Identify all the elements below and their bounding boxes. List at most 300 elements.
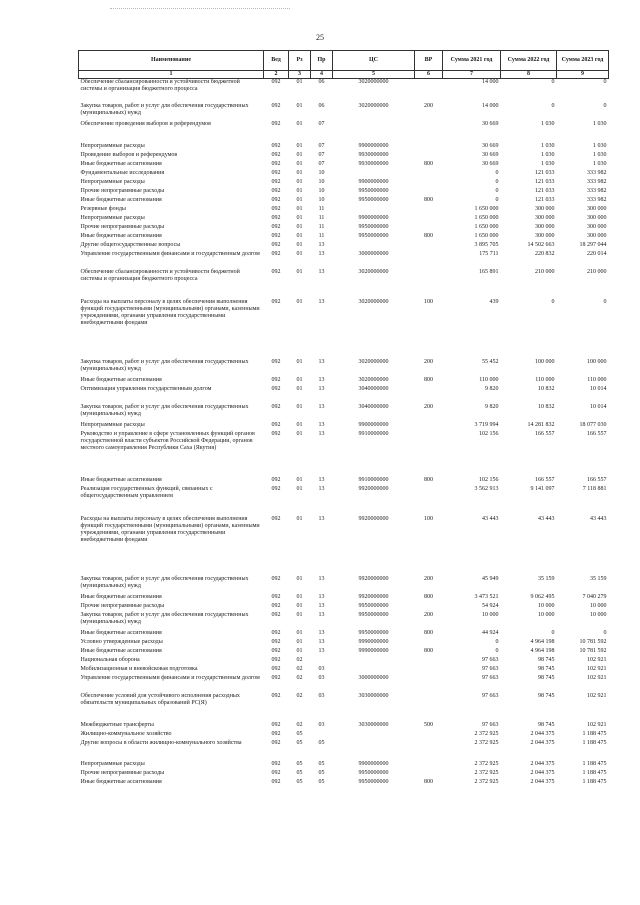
cell-sum-2022: 1 030 [541, 151, 555, 158]
cell-name: Расходы на выплаты персоналу в целях обеспечения выполнения функций государственными (муниципальными) органами, казенными учреждениями, органами управления государственными внебюджетными фондами [80, 515, 260, 543]
cell-pr: 13 [318, 593, 325, 600]
cell-sum-2023: 210 000 [587, 268, 607, 275]
cell-name: Обеспечение проведения выборов и референдумов [80, 120, 211, 127]
cell-ved: 092 [271, 385, 281, 392]
table-row [79, 603, 609, 612]
cell-name: Обеспечение сбалансированности и устойчивости бюджетной системы и организация бюджетного процесса [80, 268, 240, 282]
cell-cs: 9920000000 [358, 575, 389, 582]
table-row [79, 516, 609, 576]
cell-pr: 13 [318, 515, 325, 522]
cell-vr [415, 269, 443, 299]
cell-sum-2023: 0 [603, 629, 607, 636]
cell-name: Закупка товаров, работ и услуг для обеспечения государственных (муниципальных) нужд [80, 575, 249, 589]
cell-sum-2023: 1 030 [593, 160, 607, 167]
cell-cs: 9950000000 [358, 223, 389, 230]
table-row [79, 161, 609, 170]
cell-pr: 11 [318, 205, 325, 212]
column-number: 5 [333, 71, 415, 79]
cell-ved: 092 [271, 629, 281, 636]
cell-rz: 01 [296, 476, 303, 483]
header-ved: Вед [264, 51, 289, 71]
cell-vr [415, 121, 443, 143]
cell-ved: 092 [271, 196, 281, 203]
cell-vr [415, 152, 443, 161]
cell-rz: 01 [296, 268, 303, 275]
cell-sum-2022: 220 832 [535, 250, 555, 257]
table-row [79, 224, 609, 233]
cell-sum-2021: 2 372 925 [474, 769, 499, 776]
cell-sum-2022: 98 745 [538, 674, 555, 681]
cell-sum-2021: 3 719 994 [474, 421, 499, 428]
cell-name: Реализация государственных функций, связанных с общегосударственным управлением [80, 485, 213, 499]
cell-sum-2021: 45 949 [482, 575, 499, 582]
cell-sum-2023: 102 921 [587, 674, 607, 681]
cell-name: Непрограммные расходы [80, 214, 145, 221]
cell-pr: 13 [318, 250, 325, 257]
cell-cs: 9910000000 [358, 430, 389, 437]
cell-sum-2022: 10 000 [538, 611, 555, 618]
cell-rz: 01 [296, 241, 303, 248]
cell-name: Обеспечение условий для устойчивого исполнения расходных обязательств муниципальных образований РС(Я) [80, 692, 240, 706]
cell-vr [415, 179, 443, 188]
cell-sum-2022: 4 964 198 [530, 647, 555, 654]
cell-sum-2021: 30 669 [482, 160, 499, 167]
cell-sum-2021: 97 663 [482, 721, 499, 728]
cell-ved: 092 [271, 205, 281, 212]
cell-vr [415, 79, 443, 103]
page-number: 25 [316, 33, 324, 42]
cell-sum-2021: 1 650 000 [474, 214, 499, 221]
cell-sum-2021: 439 [489, 298, 499, 305]
cell-name: Другие общегосударственные вопросы [80, 241, 181, 248]
table-row [79, 576, 609, 594]
cell-pr: 13 [318, 298, 325, 305]
cell-rz: 01 [296, 385, 303, 392]
cell-sum-2021: 97 663 [482, 674, 499, 681]
cell-name: Иные бюджетные ассигнования [80, 629, 162, 636]
cell-sum-2023: 0 [603, 79, 607, 85]
cell-sum-2023: 10 781 592 [579, 638, 607, 645]
column-number: 1 [79, 71, 264, 79]
cell-ved: 092 [271, 730, 281, 737]
cell-sum-2022: 98 745 [538, 665, 555, 672]
cell-pr: 07 [318, 151, 325, 158]
cell-name: Иные бюджетные ассигнования [80, 376, 162, 383]
cell-sum-2022: 2 044 375 [530, 730, 555, 737]
cell-rz: 02 [296, 656, 303, 663]
cell-sum-2023: 333 982 [587, 187, 607, 194]
cell-sum-2022: 98 745 [538, 692, 555, 699]
header-pr: Пр [311, 51, 333, 71]
cell-pr: 07 [318, 160, 325, 167]
table-row [79, 404, 609, 422]
column-numbers-row [79, 71, 609, 79]
table-row [79, 386, 609, 404]
cell-sum-2022: 43 443 [538, 515, 555, 522]
cell-name: Иные бюджетные ассигнования [80, 647, 162, 654]
cell-name: Резервные фонды [80, 205, 126, 212]
cell-cs: 9990000000 [358, 638, 389, 645]
cell-sum-2022: 35 159 [538, 575, 555, 582]
cell-ved: 092 [271, 638, 281, 645]
cell-name: Мобилизационная и вневойсковая подготовка [80, 665, 198, 672]
cell-sum-2023: 333 982 [587, 196, 607, 203]
cell-vr: 800 [424, 196, 433, 203]
cell-pr: 13 [318, 268, 325, 275]
table-row [79, 197, 609, 206]
cell-cs: 9950000000 [358, 769, 389, 776]
cell-pr [311, 731, 333, 740]
cell-sum-2023: 166 557 [587, 430, 607, 437]
cell-sum-2021: 2 372 925 [474, 730, 499, 737]
cell-name: Иные бюджетные ассигнования [80, 778, 162, 785]
scan-artifact [110, 8, 290, 10]
cell-name: Другие вопросы в области жилищно-коммунального хозяйства [80, 739, 242, 746]
table-row [79, 612, 609, 630]
cell-cs: 9990000000 [358, 647, 389, 654]
cell-cs: 3040000000 [358, 403, 389, 410]
header-row [79, 51, 609, 71]
cell-ved: 092 [271, 241, 281, 248]
cell-name: Непрограммные расходы [80, 421, 145, 428]
cell-cs: 9950000000 [358, 778, 389, 785]
cell-vr: 800 [424, 476, 433, 483]
cell-sum-2022: 2 044 375 [530, 769, 555, 776]
cell-name: Иные бюджетные ассигнования [80, 476, 162, 483]
cell-pr: 11 [318, 214, 325, 221]
cell-sum-2022: 0 [551, 79, 555, 85]
cell-rz: 02 [296, 721, 303, 728]
cell-rz: 01 [296, 79, 303, 85]
cell-sum-2023: 102 921 [587, 656, 607, 663]
column-number: 4 [311, 71, 333, 79]
cell-sum-2022: 14 502 663 [527, 241, 555, 248]
cell-cs: 3020000000 [358, 268, 389, 275]
cell-vr [415, 224, 443, 233]
cell-sum-2023: 1 188 475 [582, 739, 607, 746]
cell-sum-2023: 1 030 [593, 151, 607, 158]
cell-rz: 05 [296, 778, 303, 785]
table-row [79, 761, 609, 770]
cell-sum-2021: 1 650 000 [474, 205, 499, 212]
cell-ved: 092 [271, 142, 281, 149]
table-row [79, 215, 609, 224]
cell-pr: 13 [318, 358, 325, 365]
cell-sum-2023: 220 014 [587, 250, 607, 257]
cell-sum-2022: 98 745 [538, 656, 555, 663]
cell-sum-2023: 110 000 [587, 376, 607, 383]
cell-sum-2022: 0 [551, 629, 555, 636]
cell-sum-2023: 10 000 [590, 611, 607, 618]
cell-rz: 05 [296, 739, 303, 746]
cell-vr: 800 [424, 647, 433, 654]
cell-pr: 13 [318, 421, 325, 428]
cell-sum-2023: 300 000 [587, 232, 607, 239]
cell-pr: 03 [318, 665, 325, 672]
cell-sum-2022: 10 832 [538, 403, 555, 410]
cell-name: Закупка товаров, работ и услуг для обеспечения государственных (муниципальных) нужд [80, 403, 249, 417]
cell-name: Иные бюджетные ассигнования [80, 160, 162, 167]
cell-cs: 9900000000 [358, 214, 389, 221]
cell-sum-2022: 10 832 [538, 385, 555, 392]
table-row [79, 731, 609, 740]
cell-ved: 092 [271, 151, 281, 158]
cell-pr: 07 [318, 142, 325, 149]
cell-rz: 05 [296, 760, 303, 767]
cell-cs [333, 121, 415, 143]
cell-pr: 06 [318, 79, 325, 85]
cell-sum-2022: 0 [551, 102, 555, 109]
cell-ved: 092 [271, 232, 281, 239]
cell-ved: 092 [271, 593, 281, 600]
cell-cs [333, 657, 415, 666]
cell-vr [415, 740, 443, 761]
cell-pr: 13 [318, 476, 325, 483]
cell-sum-2021: 3 895 705 [474, 241, 499, 248]
cell-sum-2021: 0 [495, 178, 499, 185]
cell-sum-2022: 14 281 832 [527, 421, 555, 428]
cell-pr: 13 [318, 241, 325, 248]
cell-sum-2022: 98 745 [538, 721, 555, 728]
cell-pr: 13 [318, 575, 325, 582]
cell-cs: 9920000000 [358, 593, 389, 600]
cell-vr [415, 170, 443, 179]
cell-sum-2022: 300 000 [535, 214, 555, 221]
column-number: 2 [264, 71, 289, 79]
cell-sum-2023: 10 014 [590, 385, 607, 392]
cell-sum-2021: 55 452 [482, 358, 499, 365]
cell-name: Проведение выборов и референдумов [80, 151, 178, 158]
cell-sum-2021: 30 669 [482, 142, 499, 149]
cell-sum-2023: 1 188 475 [582, 778, 607, 785]
cell-name: Оптимизация управления государственным долгом [80, 385, 212, 392]
cell-sum-2022: 300 000 [535, 223, 555, 230]
header-sum-2023: Сумма 2023 год [557, 51, 609, 71]
cell-pr: 13 [318, 485, 325, 492]
cell-cs [333, 206, 415, 215]
cell-rz: 01 [296, 376, 303, 383]
cell-sum-2023: 166 557 [587, 476, 607, 483]
cell-rz: 01 [296, 430, 303, 437]
cell-vr: 100 [424, 298, 433, 305]
cell-cs: 9950000000 [358, 196, 389, 203]
cell-ved: 092 [271, 721, 281, 728]
cell-rz: 01 [296, 403, 303, 410]
cell-vr [415, 206, 443, 215]
cell-pr: 13 [318, 376, 325, 383]
cell-name: Закупка товаров, работ и услуг для обеспечения государственных (муниципальных) нужд [80, 358, 249, 372]
table-row [79, 251, 609, 269]
column-number: 3 [289, 71, 311, 79]
table-row [79, 422, 609, 431]
cell-name: Расходы на выплаты персоналу в целях обеспечения выполнения функций государственными (муниципальными) органами, казенными учреждениями, органами управления государственными внебюджетными фондами [80, 298, 260, 326]
cell-ved: 092 [271, 298, 281, 305]
cell-ved: 092 [271, 102, 281, 109]
cell-pr: 03 [318, 674, 325, 681]
cell-rz: 01 [296, 602, 303, 609]
cell-vr [415, 657, 443, 666]
cell-sum-2021: 102 156 [479, 430, 499, 437]
cell-sum-2023: 0 [603, 102, 607, 109]
table-row [79, 477, 609, 486]
header-rz: Рз [289, 51, 311, 71]
cell-sum-2023: 1 188 475 [582, 760, 607, 767]
cell-vr [415, 731, 443, 740]
cell-name: Межбюджетные трансферты [80, 721, 154, 728]
cell-sum-2023: 0 [603, 298, 607, 305]
cell-cs: 3030000000 [358, 692, 389, 699]
table-row [79, 693, 609, 722]
cell-ved: 092 [271, 187, 281, 194]
cell-vr [415, 486, 443, 516]
cell-vr [415, 143, 443, 152]
cell-rz: 01 [296, 358, 303, 365]
cell-pr: 03 [318, 692, 325, 699]
cell-name: Иные бюджетные ассигнования [80, 232, 162, 239]
cell-sum-2022: 110 000 [535, 376, 555, 383]
cell-pr: 05 [318, 739, 325, 746]
cell-pr: 10 [318, 187, 325, 194]
cell-sum-2023: 300 000 [587, 205, 607, 212]
cell-vr [415, 675, 443, 693]
cell-pr: 11 [318, 223, 325, 230]
cell-rz: 01 [296, 160, 303, 167]
cell-sum-2021: 0 [495, 647, 499, 654]
cell-name: Условно утвержденные расходы [80, 638, 163, 645]
cell-name: Иные бюджетные ассигнования [80, 196, 162, 203]
cell-rz: 01 [296, 169, 303, 176]
table-row [79, 269, 609, 299]
cell-rz: 01 [296, 187, 303, 194]
cell-cs: 9900000000 [358, 421, 389, 428]
cell-rz: 01 [296, 593, 303, 600]
cell-name: Прочие непрограммные расходы [80, 769, 165, 776]
cell-rz: 02 [296, 692, 303, 699]
cell-ved: 092 [271, 602, 281, 609]
cell-sum-2021: 175 711 [479, 250, 499, 257]
cell-vr: 200 [424, 358, 433, 365]
cell-cs: 3000000000 [358, 250, 389, 257]
cell-sum-2021: 2 372 925 [474, 778, 499, 785]
cell-sum-2021: 0 [495, 169, 499, 176]
table-row [79, 179, 609, 188]
cell-rz: 01 [296, 485, 303, 492]
cell-ved: 092 [271, 250, 281, 257]
cell-sum-2021: 97 663 [482, 665, 499, 672]
cell-sum-2022: 1 030 [541, 120, 555, 127]
table-row [79, 170, 609, 179]
cell-name: Прочие непрограммные расходы [80, 187, 165, 194]
cell-vr [415, 639, 443, 648]
column-number: 7 [443, 71, 501, 79]
cell-vr [415, 386, 443, 404]
cell-ved: 092 [271, 575, 281, 582]
cell-name: Непрограммные расходы [80, 178, 145, 185]
cell-rz: 01 [296, 638, 303, 645]
cell-sum-2022: 100 000 [535, 358, 555, 365]
cell-sum-2022: 166 557 [535, 476, 555, 483]
cell-cs: 9920000000 [358, 485, 389, 492]
cell-vr: 800 [424, 232, 433, 239]
column-number: 6 [415, 71, 443, 79]
cell-rz: 01 [296, 629, 303, 636]
table-row [79, 143, 609, 152]
cell-vr: 800 [424, 778, 433, 785]
cell-sum-2021: 0 [495, 638, 499, 645]
cell-cs: 9920000000 [358, 515, 389, 522]
cell-sum-2023: 18 077 030 [579, 421, 607, 428]
cell-sum-2021: 1 650 000 [474, 223, 499, 230]
cell-sum-2022: 300 000 [535, 205, 555, 212]
column-number: 8 [501, 71, 557, 79]
cell-sum-2022: 4 964 198 [530, 638, 555, 645]
cell-sum-2023: 10 000 [590, 602, 607, 609]
cell-name: Закупка товаров, работ и услуг для обеспечения государственных (муниципальных) нужд [80, 102, 249, 116]
cell-sum-2021: 3 562 913 [474, 485, 499, 492]
cell-ved: 092 [271, 674, 281, 681]
cell-sum-2022: 9 141 097 [530, 485, 555, 492]
cell-sum-2023: 1 188 475 [582, 769, 607, 776]
table-row [79, 299, 609, 359]
cell-sum-2021: 30 669 [482, 120, 499, 127]
cell-ved: 092 [271, 169, 281, 176]
cell-cs [333, 170, 415, 179]
cell-sum-2023: 7 040 279 [582, 593, 607, 600]
cell-sum-2023: 102 921 [587, 665, 607, 672]
cell-cs: 3000000000 [358, 674, 389, 681]
cell-pr: 03 [318, 721, 325, 728]
cell-name: Иные бюджетные ассигнования [80, 593, 162, 600]
cell-cs: 9950000000 [358, 232, 389, 239]
cell-name: Непрограммные расходы [80, 142, 145, 149]
cell-cs: 9950000000 [358, 602, 389, 609]
cell-ved: 092 [271, 430, 281, 437]
cell-pr: 10 [318, 178, 325, 185]
cell-sum-2022: 9 062 495 [530, 593, 555, 600]
cell-ved: 092 [271, 692, 281, 699]
cell-pr: 10 [318, 196, 325, 203]
column-number: 9 [557, 71, 609, 79]
cell-cs: 9950000000 [358, 187, 389, 194]
cell-vr [415, 251, 443, 269]
cell-ved: 092 [271, 647, 281, 654]
cell-vr: 800 [424, 593, 433, 600]
cell-rz: 01 [296, 214, 303, 221]
cell-ved: 092 [271, 656, 281, 663]
cell-pr: 10 [318, 169, 325, 176]
cell-cs: 9900000000 [358, 760, 389, 767]
cell-sum-2023: 1 030 [593, 120, 607, 127]
cell-sum-2021: 30 669 [482, 151, 499, 158]
cell-pr: 07 [318, 120, 325, 127]
table-row [79, 722, 609, 731]
cell-name: Фундаментальные исследования [80, 169, 165, 176]
cell-ved: 092 [271, 611, 281, 618]
table-row [79, 740, 609, 761]
cell-vr [415, 666, 443, 675]
cell-vr: 200 [424, 575, 433, 582]
cell-sum-2022: 300 000 [535, 232, 555, 239]
cell-cs: 3040000000 [358, 385, 389, 392]
cell-cs: 3020000000 [358, 298, 389, 305]
cell-cs [333, 740, 415, 761]
cell-sum-2023: 102 921 [587, 721, 607, 728]
cell-name: Управление государственными финансами и государственным долгом [80, 674, 260, 681]
cell-ved: 092 [271, 403, 281, 410]
cell-sum-2023: 10 781 592 [579, 647, 607, 654]
cell-ved: 092 [271, 485, 281, 492]
cell-sum-2022: 0 [551, 298, 555, 305]
